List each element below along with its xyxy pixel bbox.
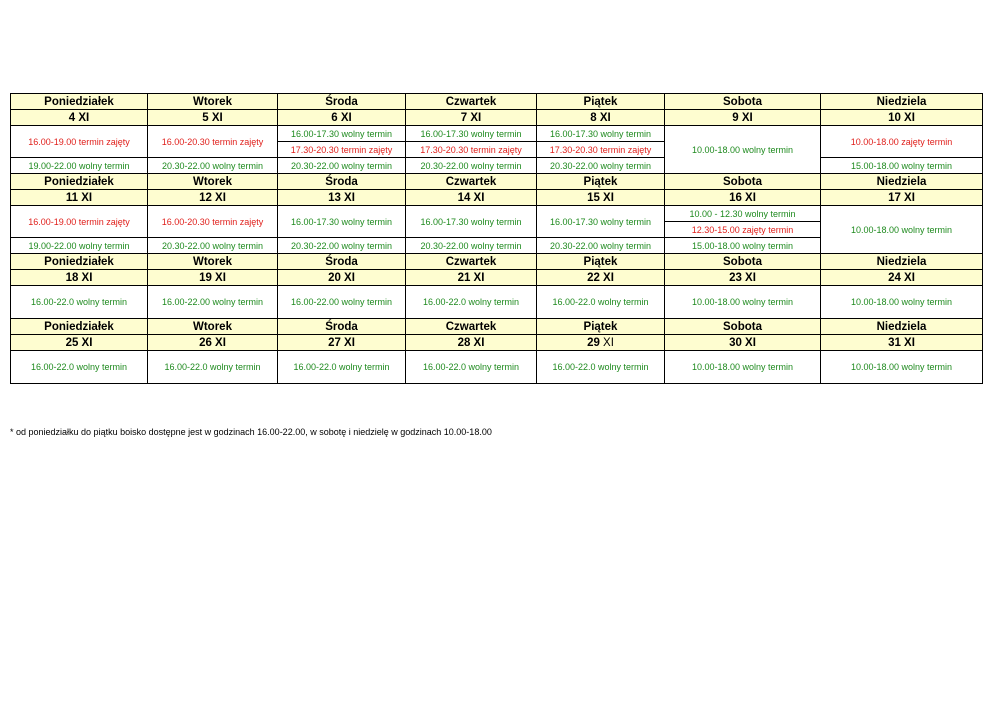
date-cell: 7 XI xyxy=(406,110,537,126)
slot-free: 16.00-17.30 wolny termin xyxy=(406,206,537,238)
date-cell xyxy=(537,335,665,351)
week-1-date-row xyxy=(11,110,983,126)
date-number: 29 xyxy=(587,336,600,349)
slot-free: 10.00-18.00 wolny termin xyxy=(821,286,983,319)
day-header-saturday: Sobota xyxy=(665,254,821,270)
slot-free: 10.00-18.00 wolny termin xyxy=(665,286,821,319)
date-cell: 24 XI xyxy=(821,270,983,286)
day-header-friday: Piątek xyxy=(537,174,665,190)
slot-free: 16.00-17.30 wolny termin xyxy=(537,126,665,142)
slot-free: 19.00-22.00 wolny termin xyxy=(11,238,148,254)
date-cell: 30 XI xyxy=(665,335,821,351)
day-header-friday: Piątek xyxy=(537,94,665,110)
date-cell: 12 XI xyxy=(148,190,278,206)
date-cell: 6 XI xyxy=(278,110,406,126)
day-header-saturday: Sobota xyxy=(665,94,821,110)
slot-taken: 16.00-20.30 termin zajęty xyxy=(148,206,278,238)
day-header-thursday: Czwartek xyxy=(406,94,537,110)
date-cell: 28 XI xyxy=(406,335,537,351)
date-cell: 10 XI xyxy=(821,110,983,126)
slot-free: 16.00-22.00 wolny termin xyxy=(148,286,278,319)
slot-free: 16.00-22.0 wolny termin xyxy=(278,351,406,384)
day-header-wednesday: Środa xyxy=(278,174,406,190)
slot-taken: 16.00-20.30 termin zajęty xyxy=(148,126,278,158)
day-header-tuesday: Wtorek xyxy=(148,94,278,110)
day-header-friday: Piątek xyxy=(537,319,665,335)
slot-free: 20.30-22.00 wolny termin xyxy=(537,238,665,254)
date-cell: 23 XI xyxy=(665,270,821,286)
date-cell: 13 XI xyxy=(278,190,406,206)
date-cell: 9 XI xyxy=(665,110,821,126)
day-header-sunday: Niedziela xyxy=(821,254,983,270)
date-cell: 27 XI xyxy=(278,335,406,351)
slot-free: 15.00-18.00 wolny termin xyxy=(665,238,821,254)
slot-free: 16.00-22.0 wolny termin xyxy=(406,286,537,319)
slot-free: 16.00-22.0 wolny termin xyxy=(537,351,665,384)
slot-free: 16.00-17.30 wolny termin xyxy=(278,206,406,238)
day-header-saturday: Sobota xyxy=(665,319,821,335)
week-2-slot-row xyxy=(11,206,983,222)
schedule-table xyxy=(10,93,983,384)
day-header-wednesday: Środa xyxy=(278,319,406,335)
slot-free: 16.00-17.30 wolny termin xyxy=(537,206,665,238)
week-3-slot-row xyxy=(11,286,983,319)
day-header-sunday: Niedziela xyxy=(821,94,983,110)
slot-free: 10.00-18.00 wolny termin xyxy=(665,126,821,174)
date-cell: 16 XI xyxy=(665,190,821,206)
week-2-date-row xyxy=(11,190,983,206)
slot-free: 20.30-22.00 wolny termin xyxy=(278,238,406,254)
slot-free: 20.30-22.00 wolny termin xyxy=(148,238,278,254)
date-cell: 19 XI xyxy=(148,270,278,286)
day-header-tuesday: Wtorek xyxy=(148,174,278,190)
availability-footnote: * od poniedziałku do piątku boisko dostępne jest w godzinach 16.00-22.00, w sobotę i niedzielę w godzinach 10.00-18.00 xyxy=(10,427,492,437)
slot-free: 20.30-22.00 wolny termin xyxy=(406,158,537,174)
day-header-sunday: Niedziela xyxy=(821,174,983,190)
week-3-date-row xyxy=(11,270,983,286)
slot-free: 16.00-22.0 wolny termin xyxy=(11,286,148,319)
slot-taken: 17.30-20.30 termin zajęty xyxy=(406,142,537,158)
date-cell: 31 XI xyxy=(821,335,983,351)
week-3-day-row xyxy=(11,254,983,270)
booking-schedule xyxy=(10,93,982,384)
day-header-wednesday: Środa xyxy=(278,94,406,110)
date-cell: 18 XI xyxy=(11,270,148,286)
week-1-day-row xyxy=(11,94,983,110)
date-cell: 20 XI xyxy=(278,270,406,286)
slot-free: 10.00-18.00 wolny termin xyxy=(821,351,983,384)
date-cell: 15 XI xyxy=(537,190,665,206)
day-header-monday: Poniedziałek xyxy=(11,94,148,110)
date-month: XI xyxy=(599,336,614,349)
day-header-monday: Poniedziałek xyxy=(11,254,148,270)
day-header-tuesday: Wtorek xyxy=(148,319,278,335)
date-cell: 22 XI xyxy=(537,270,665,286)
slot-free: 20.30-22.00 wolny termin xyxy=(148,158,278,174)
day-header-saturday: Sobota xyxy=(665,174,821,190)
slot-free: 10.00-18.00 wolny termin xyxy=(665,351,821,384)
slot-free: 16.00-22.0 wolny termin xyxy=(148,351,278,384)
date-cell: 21 XI xyxy=(406,270,537,286)
day-header-monday: Poniedziałek xyxy=(11,319,148,335)
week-4-day-row xyxy=(11,319,983,335)
slot-free: 16.00-22.0 wolny termin xyxy=(11,351,148,384)
day-header-friday: Piątek xyxy=(537,254,665,270)
slot-free: 16.00-22.00 wolny termin xyxy=(278,286,406,319)
slot-free: 16.00-22.0 wolny termin xyxy=(537,286,665,319)
slot-taken: 17.30-20.30 termin zajęty xyxy=(537,142,665,158)
week-2-day-row xyxy=(11,174,983,190)
slot-free: 20.30-22.00 wolny termin xyxy=(406,238,537,254)
slot-taken: 16.00-19.00 termin zajęty xyxy=(11,126,148,158)
slot-taken: 12.30-15.00 zajęty termin xyxy=(665,222,821,238)
date-cell: 25 XI xyxy=(11,335,148,351)
slot-free: 16.00-22.0 wolny termin xyxy=(406,351,537,384)
slot-free: 15.00-18.00 wolny termin xyxy=(821,158,983,174)
date-cell: 5 XI xyxy=(148,110,278,126)
day-header-thursday: Czwartek xyxy=(406,174,537,190)
date-cell: 26 XI xyxy=(148,335,278,351)
week-4-date-row xyxy=(11,335,983,351)
date-cell: 17 XI xyxy=(821,190,983,206)
slot-free: 10.00 - 12.30 wolny termin xyxy=(665,206,821,222)
day-header-thursday: Czwartek xyxy=(406,319,537,335)
date-cell: 14 XI xyxy=(406,190,537,206)
slot-taken: 10.00-18.00 zajęty termin xyxy=(821,126,983,158)
slot-taken: 17.30-20.30 termin zajęty xyxy=(278,142,406,158)
slot-free: 19.00-22.00 wolny termin xyxy=(11,158,148,174)
day-header-wednesday: Środa xyxy=(278,254,406,270)
day-header-monday: Poniedziałek xyxy=(11,174,148,190)
week-4-slot-row xyxy=(11,351,983,384)
slot-taken: 16.00-19.00 termin zajęty xyxy=(11,206,148,238)
day-header-sunday: Niedziela xyxy=(821,319,983,335)
slot-free: 10.00-18.00 wolny termin xyxy=(821,206,983,254)
slot-free: 20.30-22.00 wolny termin xyxy=(278,158,406,174)
week-1-slot-row xyxy=(11,158,983,174)
week-1-slot-row xyxy=(11,126,983,142)
slot-free: 16.00-17.30 wolny termin xyxy=(278,126,406,142)
slot-free: 16.00-17.30 wolny termin xyxy=(406,126,537,142)
date-cell: 8 XI xyxy=(537,110,665,126)
day-header-tuesday: Wtorek xyxy=(148,254,278,270)
date-cell: 11 XI xyxy=(11,190,148,206)
day-header-thursday: Czwartek xyxy=(406,254,537,270)
slot-free: 20.30-22.00 wolny termin xyxy=(537,158,665,174)
date-cell: 4 XI xyxy=(11,110,148,126)
